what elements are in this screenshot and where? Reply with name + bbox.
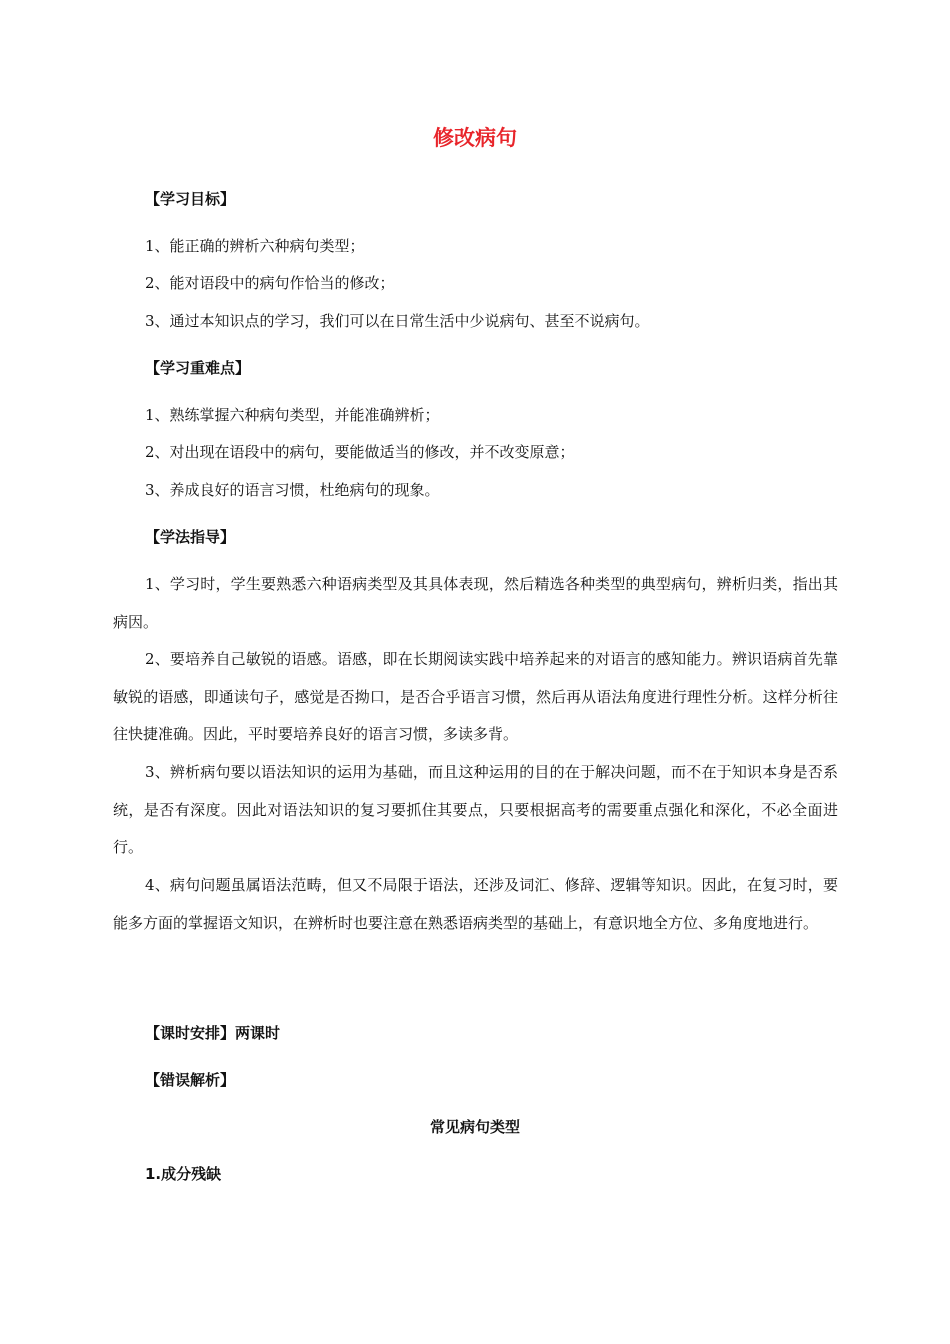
schedule-heading: 【课时安排】两课时 xyxy=(145,1024,281,1042)
key-point-item-3: 3、养成良好的语言习惯，杜绝病句的现象。 xyxy=(145,481,440,499)
method-paragraph-3: 3、辨析病句要以语法知识的运用为基础，而且这种运用的目的在于解决问题，而不在于知识本身是否系统，是否有深度。因此对语法知识的复习要抓住其要点，只要根据高考的需要重点强化和深化，不必全面进行。 xyxy=(113,763,838,856)
goal-item-1: 1、能正确的辨析六种病句类型； xyxy=(145,237,365,255)
method-paragraph-1: 1、学习时，学生要熟悉六种语病类型及其具体表现，然后精选各种类型的典型病句，辨析归类，指出其病因。 xyxy=(113,575,838,631)
goals-heading: 【学习目标】 xyxy=(145,190,236,208)
page-title: 修改病句 xyxy=(433,126,517,150)
method-paragraph-4: 4、病句问题虽属语法范畴，但又不局限于语法，还涉及词汇、修辞、逻辑等知识。因此，在复习时，要能多方面的掌握语文知识，在辨析时也要注意在熟悉语病类型的基础上，有意识地全方位、多角度地进行。 xyxy=(113,876,838,932)
method-heading: 【学法指导】 xyxy=(145,528,236,546)
method-paragraph-2: 2、要培养自己敏锐的语感。语感，即在长期阅读实践中培养起来的对语言的感知能力。辨识语病首先靠敏锐的语感，即通读句子，感觉是否拗口，是否合乎语言习惯，然后再从语法角度进行理性分析。这样分析往往快捷准确。因此，平时要培养良好的语言习惯，多读多背。 xyxy=(113,650,838,743)
errors-heading: 【错误解析】 xyxy=(145,1071,236,1089)
key-points-heading: 【学习重难点】 xyxy=(145,359,251,377)
section-1-heading: 1.成分残缺 xyxy=(145,1165,222,1183)
goal-item-3: 3、通过本知识点的学习，我们可以在日常生活中少说病句、甚至不说病句。 xyxy=(145,312,650,330)
key-point-item-1: 1、熟练掌握六种病句类型，并能准确辨析； xyxy=(145,406,440,424)
section-subtitle: 常见病句类型 xyxy=(429,1118,520,1136)
goal-item-2: 2、能对语段中的病句作恰当的修改； xyxy=(145,274,395,292)
key-point-item-2: 2、对出现在语段中的病句，要能做适当的修改，并不改变原意； xyxy=(145,443,575,461)
